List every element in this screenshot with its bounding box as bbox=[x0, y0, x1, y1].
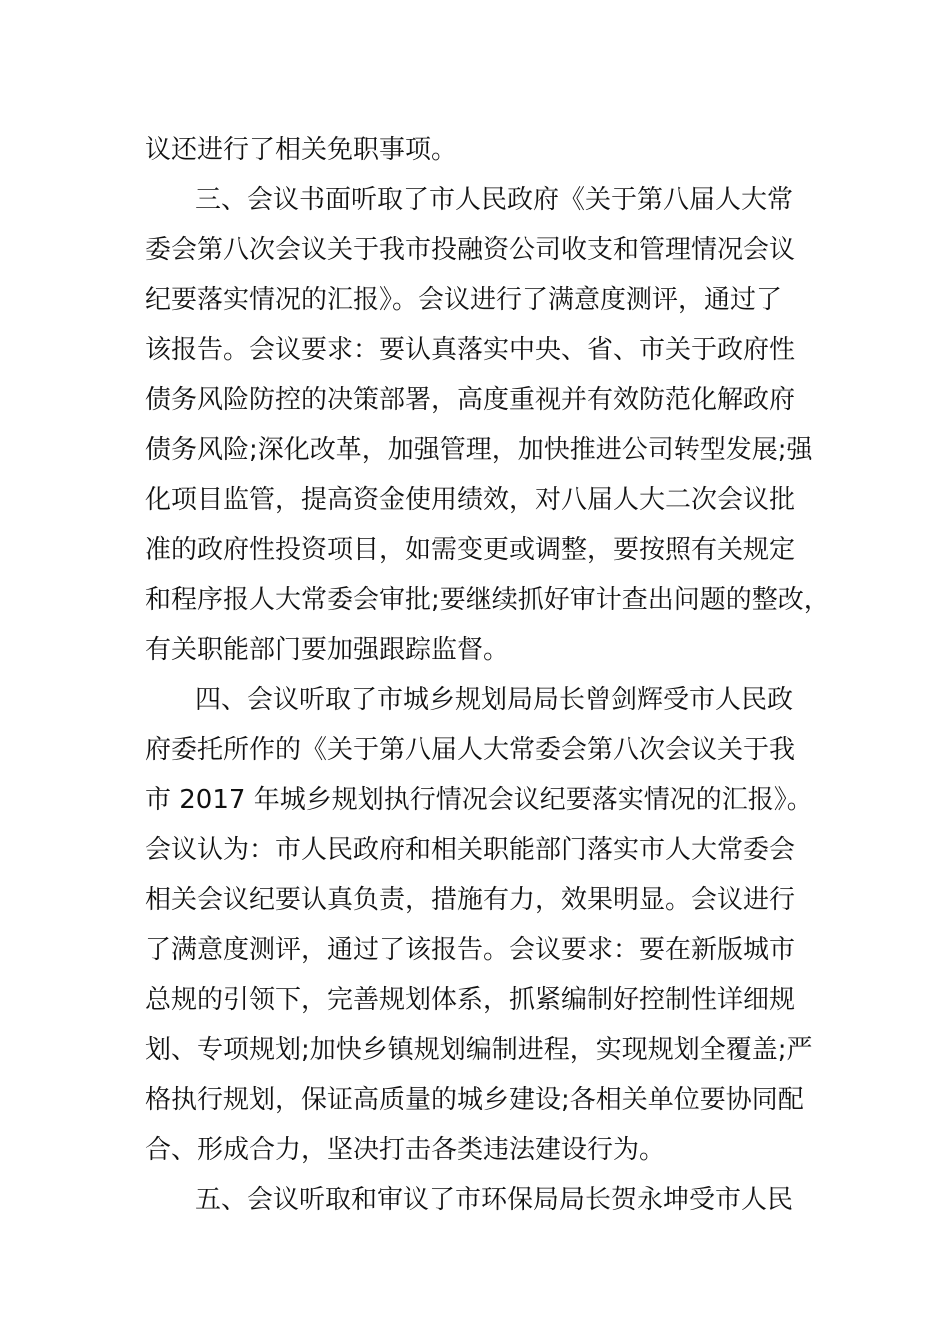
text-line: 市 2017 年城乡规划执行情况会议纪要落实情况的汇报》。 bbox=[145, 785, 813, 815]
text-line: 化项目监管，提高资金使用绩效，对八届人大二次会议批 bbox=[145, 485, 796, 515]
text-line: 委会第八次会议关于我市投融资公司收支和管理情况会议 bbox=[145, 235, 796, 265]
text-line: 议还进行了相关免职事项。 bbox=[145, 135, 458, 165]
text-line: 债务风险;深化改革，加强管理，加快推进公司转型发展;强 bbox=[145, 435, 813, 465]
paragraph-5-start: 五、会议听取和审议了市环保局局长贺永坤受市人民 bbox=[195, 1185, 794, 1215]
text-line: 纪要落实情况的汇报》。会议进行了满意度测评，通过了 bbox=[145, 285, 783, 315]
text-line: 划、专项规划;加快乡镇规划编制进程，实现规划全覆盖;严 bbox=[145, 1035, 813, 1065]
text-line: 会议认为：市人民政府和相关职能部门落实市人大常委会 bbox=[145, 835, 796, 865]
text-line: 准的政府性投资项目，如需变更或调整，要按照有关规定 bbox=[145, 535, 796, 565]
text-line: 府委托所作的《关于第八届人大常委会第八次会议关于我 bbox=[145, 735, 796, 765]
text-line: 相关会议纪要认真负责，措施有力，效果明显。会议进行 bbox=[145, 885, 796, 915]
text-line: 合、形成合力，坚决打击各类违法建设行为。 bbox=[145, 1135, 666, 1165]
text-line: 了满意度测评，通过了该报告。会议要求：要在新版城市 bbox=[145, 935, 796, 965]
paragraph-4-start: 四、会议听取了市城乡规划局局长曾剑辉受市人民政 bbox=[195, 685, 794, 715]
text-line: 格执行规划，保证高质量的城乡建设;各相关单位要协同配 bbox=[145, 1085, 804, 1115]
text-line: 有关职能部门要加强跟踪监督。 bbox=[145, 635, 510, 665]
paragraph-3-start: 三、会议书面听取了市人民政府《关于第八届人大常 bbox=[195, 185, 794, 215]
text-line: 债务风险防控的决策部署，高度重视并有效防范化解政府 bbox=[145, 385, 796, 415]
text-line: 该报告。会议要求：要认真落实中央、省、市关于政府性 bbox=[145, 335, 796, 365]
text-line: 总规的引领下，完善规划体系，抓紧编制好控制性详细规 bbox=[145, 985, 796, 1015]
text-line: 和程序报人大常委会审批;要继续抓好审计查出问题的整改， bbox=[145, 585, 830, 615]
